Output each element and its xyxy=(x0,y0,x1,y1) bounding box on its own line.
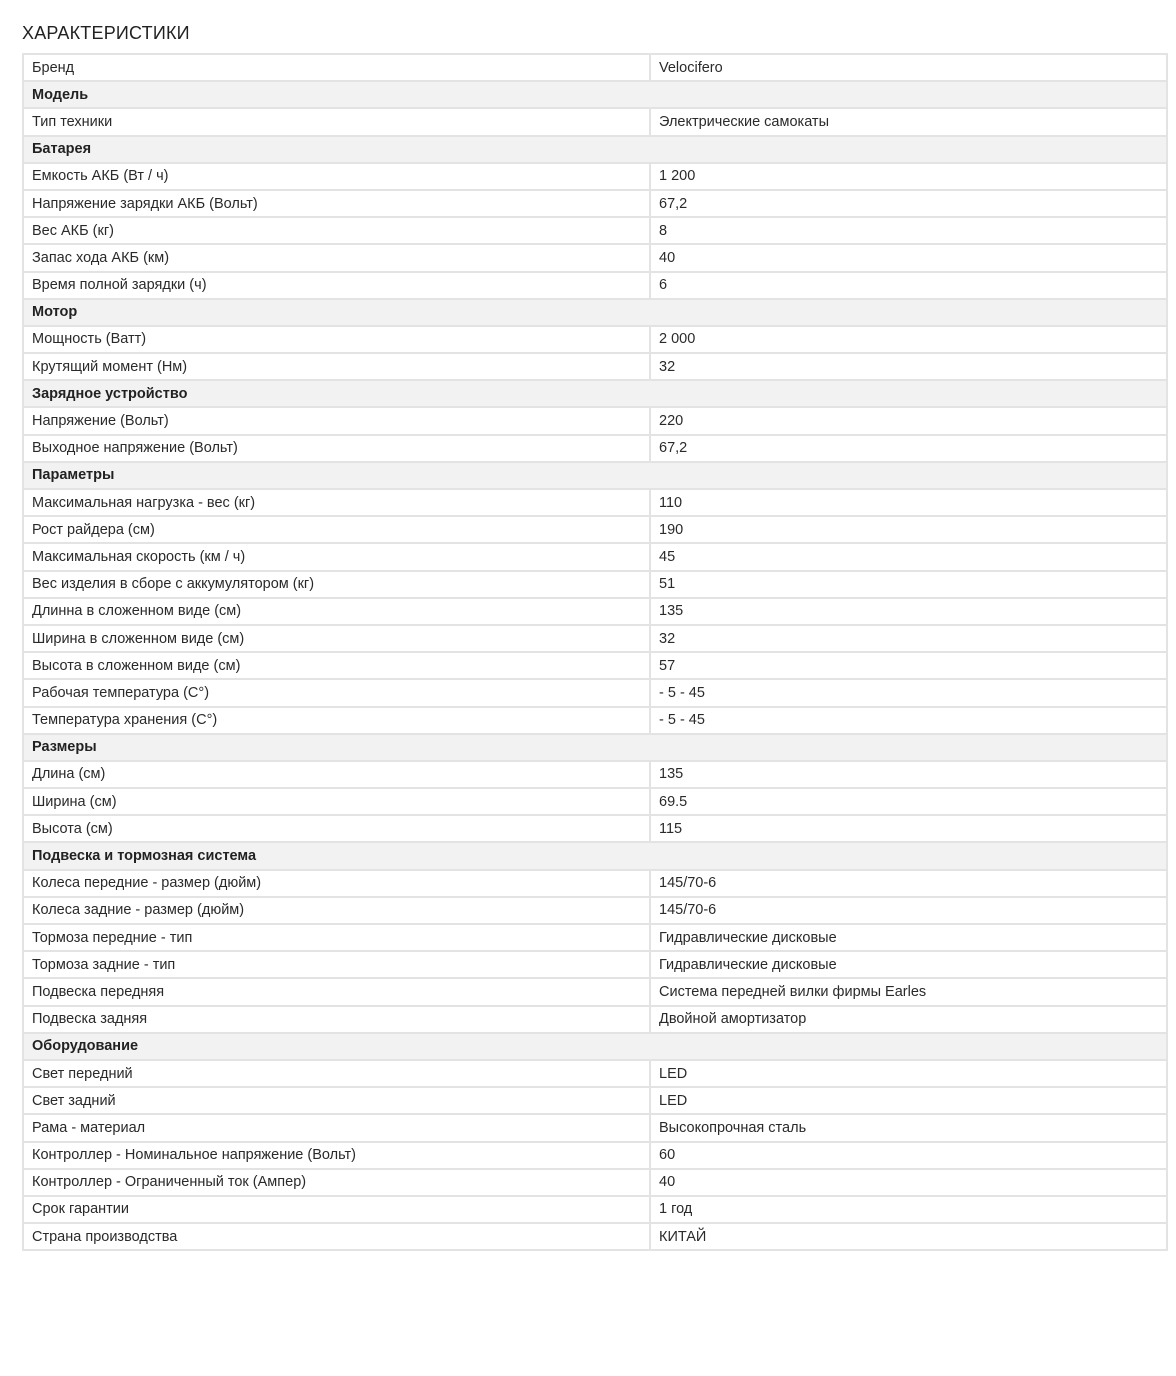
section-header: Оборудование xyxy=(23,1033,1167,1060)
spec-label: Максимальная нагрузка - вес (кг) xyxy=(23,489,650,516)
spec-row xyxy=(23,1223,1167,1250)
spec-label: Колеса передние - размер (дюйм) xyxy=(23,870,650,897)
spec-row xyxy=(23,924,1167,951)
spec-label: Страна производства xyxy=(23,1223,650,1250)
spec-label: Рабочая температура (С°) xyxy=(23,679,650,706)
spec-value: 1 год xyxy=(650,1196,1167,1223)
spec-row xyxy=(23,326,1167,353)
spec-row xyxy=(23,951,1167,978)
spec-value: 32 xyxy=(650,353,1167,380)
spec-label: Свет передний xyxy=(23,1060,650,1087)
spec-row xyxy=(23,1196,1167,1223)
spec-row xyxy=(23,897,1167,924)
spec-value: Velocifero xyxy=(650,54,1167,81)
specifications-table xyxy=(22,53,1168,1251)
spec-label: Срок гарантии xyxy=(23,1196,650,1223)
section-header-row xyxy=(23,136,1167,163)
spec-row xyxy=(23,1142,1167,1169)
spec-value: 220 xyxy=(650,407,1167,434)
section-header: Модель xyxy=(23,81,1167,108)
spec-value: 67,2 xyxy=(650,190,1167,217)
spec-row xyxy=(23,571,1167,598)
spec-label: Тип техники xyxy=(23,108,650,135)
spec-value: - 5 - 45 xyxy=(650,707,1167,734)
spec-label: Подвеска задняя xyxy=(23,1006,650,1033)
spec-label: Бренд xyxy=(23,54,650,81)
spec-row xyxy=(23,1087,1167,1114)
spec-value: 40 xyxy=(650,244,1167,271)
section-header: Зарядное устройство xyxy=(23,380,1167,407)
spec-value: 1 200 xyxy=(650,163,1167,190)
spec-row xyxy=(23,679,1167,706)
spec-row xyxy=(23,543,1167,570)
spec-value: 67,2 xyxy=(650,435,1167,462)
spec-value: 145/70-6 xyxy=(650,897,1167,924)
spec-row xyxy=(23,815,1167,842)
section-header-row xyxy=(23,462,1167,489)
spec-row xyxy=(23,870,1167,897)
section-header: Батарея xyxy=(23,136,1167,163)
spec-row xyxy=(23,353,1167,380)
spec-value: 69.5 xyxy=(650,788,1167,815)
spec-label: Крутящий момент (Нм) xyxy=(23,353,650,380)
spec-row xyxy=(23,489,1167,516)
spec-value: 6 xyxy=(650,272,1167,299)
spec-label: Максимальная скорость (км / ч) xyxy=(23,543,650,570)
spec-label: Ширина в сложенном виде (см) xyxy=(23,625,650,652)
spec-label: Выходное напряжение (Вольт) xyxy=(23,435,650,462)
specifications-table-body xyxy=(23,54,1167,1250)
spec-value: КИТАЙ xyxy=(650,1223,1167,1250)
spec-value: 190 xyxy=(650,516,1167,543)
spec-label: Высота в сложенном виде (см) xyxy=(23,652,650,679)
spec-row xyxy=(23,788,1167,815)
spec-label: Запас хода АКБ (км) xyxy=(23,244,650,271)
spec-label: Тормоза передние - тип xyxy=(23,924,650,951)
spec-row xyxy=(23,652,1167,679)
spec-label: Емкость АКБ (Вт / ч) xyxy=(23,163,650,190)
spec-value: 135 xyxy=(650,761,1167,788)
spec-row xyxy=(23,108,1167,135)
spec-value: - 5 - 45 xyxy=(650,679,1167,706)
section-header: Мотор xyxy=(23,299,1167,326)
spec-label: Время полной зарядки (ч) xyxy=(23,272,650,299)
spec-value: 8 xyxy=(650,217,1167,244)
spec-row xyxy=(23,407,1167,434)
spec-label: Температура хранения (С°) xyxy=(23,707,650,734)
section-header-row xyxy=(23,1033,1167,1060)
spec-value: 110 xyxy=(650,489,1167,516)
spec-row xyxy=(23,1006,1167,1033)
section-header: Размеры xyxy=(23,734,1167,761)
spec-value: 115 xyxy=(650,815,1167,842)
spec-row xyxy=(23,190,1167,217)
spec-value: Система передней вилки фирмы Earles xyxy=(650,978,1167,1005)
section-header: Подвеска и тормозная система xyxy=(23,842,1167,869)
section-header-row xyxy=(23,299,1167,326)
spec-label: Вес изделия в сборе с аккумулятором (кг) xyxy=(23,571,650,598)
section-header: Параметры xyxy=(23,462,1167,489)
spec-label: Высота (см) xyxy=(23,815,650,842)
spec-value: Двойной амортизатор xyxy=(650,1006,1167,1033)
spec-value: 32 xyxy=(650,625,1167,652)
spec-label: Ширина (см) xyxy=(23,788,650,815)
spec-row xyxy=(23,761,1167,788)
spec-label: Свет задний xyxy=(23,1087,650,1114)
spec-value: LED xyxy=(650,1060,1167,1087)
spec-row xyxy=(23,1114,1167,1141)
spec-row xyxy=(23,163,1167,190)
spec-row xyxy=(23,435,1167,462)
spec-row xyxy=(23,978,1167,1005)
spec-value: 135 xyxy=(650,598,1167,625)
spec-value: 2 000 xyxy=(650,326,1167,353)
spec-label: Рама - материал xyxy=(23,1114,650,1141)
spec-label: Длинна в сложенном виде (см) xyxy=(23,598,650,625)
spec-row xyxy=(23,516,1167,543)
spec-label: Вес АКБ (кг) xyxy=(23,217,650,244)
spec-value: 145/70-6 xyxy=(650,870,1167,897)
spec-label: Напряжение зарядки АКБ (Вольт) xyxy=(23,190,650,217)
spec-row xyxy=(23,1169,1167,1196)
page-title: ХАРАКТЕРИСТИКИ xyxy=(22,23,190,43)
section-header-row xyxy=(23,734,1167,761)
spec-value: 51 xyxy=(650,571,1167,598)
section-header-row xyxy=(23,842,1167,869)
spec-label: Длина (см) xyxy=(23,761,650,788)
spec-row xyxy=(23,598,1167,625)
spec-row xyxy=(23,54,1167,81)
spec-row xyxy=(23,1060,1167,1087)
spec-row xyxy=(23,217,1167,244)
spec-row xyxy=(23,244,1167,271)
section-header-row xyxy=(23,380,1167,407)
spec-label: Подвеска передняя xyxy=(23,978,650,1005)
spec-row xyxy=(23,272,1167,299)
section-header-row xyxy=(23,81,1167,108)
spec-label: Напряжение (Вольт) xyxy=(23,407,650,434)
spec-label: Мощность (Ватт) xyxy=(23,326,650,353)
spec-label: Рост райдера (см) xyxy=(23,516,650,543)
spec-value: Гидравлические дисковые xyxy=(650,924,1167,951)
spec-value: 40 xyxy=(650,1169,1167,1196)
spec-value: 45 xyxy=(650,543,1167,570)
spec-value: LED xyxy=(650,1087,1167,1114)
spec-row xyxy=(23,707,1167,734)
spec-value: 60 xyxy=(650,1142,1167,1169)
spec-label: Контроллер - Номинальное напряжение (Вольт) xyxy=(23,1142,650,1169)
spec-value: Электрические самокаты xyxy=(650,108,1167,135)
spec-row xyxy=(23,625,1167,652)
spec-value: Высокопрочная сталь xyxy=(650,1114,1167,1141)
spec-label: Колеса задние - размер (дюйм) xyxy=(23,897,650,924)
spec-value: Гидравлические дисковые xyxy=(650,951,1167,978)
spec-label: Контроллер - Ограниченный ток (Ампер) xyxy=(23,1169,650,1196)
spec-value: 57 xyxy=(650,652,1167,679)
spec-label: Тормоза задние - тип xyxy=(23,951,650,978)
